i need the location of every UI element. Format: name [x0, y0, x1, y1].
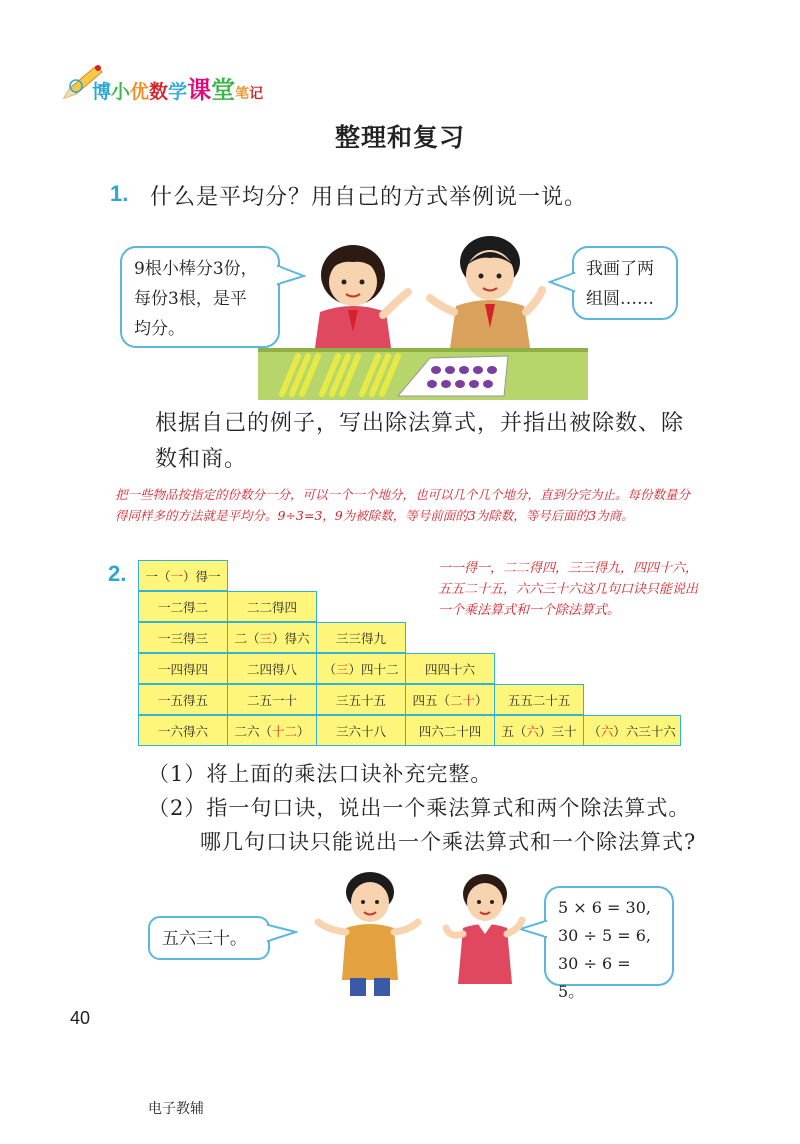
bubble-line: 我画了两: [586, 259, 654, 279]
table-cell: [138, 560, 228, 591]
equation-line: 30 ÷ 5 = 6,: [558, 926, 651, 945]
answer-fill: 十二: [271, 723, 297, 739]
table-cell: [138, 653, 228, 684]
equation-line: 5 × 6 = 30,: [558, 898, 651, 917]
table-cell: [227, 684, 317, 715]
logo-char: 课: [187, 76, 212, 104]
cell-text: （: [588, 723, 601, 739]
sub-question-2b: 哪几句口诀只能说出一个乘法算式和一个除法算式?: [200, 830, 697, 854]
brand-logo: [62, 62, 312, 106]
question-1-number: 1.: [110, 181, 129, 206]
sub-question-1: （1）将上面的乘法口诀补充完整。: [148, 762, 493, 786]
table-cell: [316, 622, 406, 653]
table-cell: [316, 653, 406, 684]
cell-text: 二二得四: [246, 599, 297, 615]
page-number: 40: [70, 1008, 91, 1028]
table-cell: [316, 715, 406, 746]
cell-text: 五（: [501, 723, 527, 739]
question-1-instruction: [155, 406, 705, 478]
logo-char: 优: [130, 81, 150, 103]
table-cell: [405, 653, 495, 684]
cell-text: ）六三十六: [613, 723, 676, 739]
cell-text: 一二得二: [157, 599, 208, 615]
table-cell: [227, 622, 317, 653]
bubble-line: 组圆……: [586, 289, 654, 309]
girl-illustration: [446, 874, 522, 984]
answer-fill: 三: [335, 661, 349, 677]
answer-fill: 六: [526, 723, 539, 739]
logo-char: 记: [249, 86, 264, 102]
logo-text: [92, 70, 263, 105]
logo-char: 笔: [235, 86, 250, 102]
cell-text: 一五得五: [157, 692, 208, 708]
table-cell: [494, 715, 584, 746]
footer-label: 电子教辅: [148, 1101, 204, 1117]
cell-text: 四五（: [412, 692, 450, 708]
cell-text: 五五二十五: [507, 692, 571, 708]
bubble-line: 五六三十。: [162, 929, 247, 949]
handwritten-answer-2: 一一得一，二二得四，三三得九，四四十六，五五二十五，六六三十六这几句口诀只能说出一个乘法算式和一个除法算式。: [438, 561, 699, 618]
boy-illustration: [430, 236, 542, 348]
illustration-kids-talking: [300, 868, 540, 998]
cell-text: ）三十: [539, 723, 577, 739]
question-1-text: 什么是平均分？用自己的方式举例说一说。: [150, 185, 588, 210]
cell-text: ）: [297, 723, 310, 739]
sub-question-2: （2）指一句口诀，说出一个乘法算式和两个除法算式。: [148, 796, 691, 820]
table-cell: [138, 591, 228, 622]
bubble-line: 每份3根，是平: [134, 289, 247, 309]
cell-text: 一三得三: [157, 630, 208, 646]
cell-text: 二六（: [234, 723, 272, 739]
table-cell: [138, 622, 228, 653]
answer-fill: 六: [600, 723, 614, 739]
table-cell: [494, 684, 584, 715]
cell-text: 四六二十四: [418, 723, 482, 739]
instruction-line: 根据自己的例子，写出除法算式，并指出被除数、除: [155, 411, 685, 436]
girl-illustration: [314, 245, 408, 355]
speech-bubble-girl: [120, 246, 280, 348]
cell-text: 二四得八: [246, 661, 297, 677]
cell-text: ）得六: [272, 630, 310, 646]
handwritten-answer-1: 把一些物品按指定的份数分一分，可以一个一个地分，也可以几个几个地分，直到分完为止。每份数量分得同样多的方法就是平均分。9÷3=3，9为被除数，等号前面的3为除数，等号后面的3为商。: [115, 487, 691, 523]
table-cell: [138, 684, 228, 715]
bubble-tail-icon: [266, 922, 298, 944]
table-cell: [227, 591, 317, 622]
cell-text: 三三得九: [335, 630, 386, 646]
cell-text: 三六十八: [335, 723, 386, 739]
speech-bubble-girl-2: [544, 886, 674, 1001]
cell-text: 二五一十: [246, 692, 297, 708]
cell-text: 四四十六: [424, 661, 475, 677]
table-cell: [138, 715, 228, 746]
table-cell: [316, 684, 406, 715]
cell-text: 一六得六: [157, 723, 208, 739]
boy-illustration: [318, 872, 418, 996]
bubble-line: 9根小棒分3份，: [134, 259, 258, 279]
table-cell: [227, 653, 317, 684]
answer-fill: 二十: [449, 692, 475, 708]
cell-text: 一四得四: [157, 661, 208, 677]
table-cell: [405, 715, 495, 746]
logo-char: 博: [92, 81, 112, 103]
bubble-line: 均分。: [134, 319, 185, 339]
page-title: 整理和复习: [334, 123, 465, 152]
cell-text: （: [323, 661, 336, 677]
question-2-number: 2.: [108, 561, 127, 586]
cell-text: 三五十五: [335, 692, 386, 708]
cell-text: ）四十二: [348, 661, 399, 677]
cell-text: ）得一: [183, 568, 221, 584]
logo-char: 学: [168, 81, 188, 103]
table-cell: [227, 715, 317, 746]
instruction-line: 数和商。: [155, 447, 248, 472]
cell-text: 一（: [145, 568, 171, 584]
answer-fill: 三: [259, 630, 272, 646]
logo-char: 小: [111, 81, 131, 103]
table-cell: [583, 715, 681, 746]
cell-text: 二（: [234, 630, 260, 646]
table-cell: [405, 684, 495, 715]
speech-bubble-boy-2: [148, 916, 270, 960]
illustration-kids-sticks: [258, 220, 588, 400]
logo-char: 数: [149, 81, 169, 103]
logo-char: 堂: [211, 76, 236, 104]
cell-text: ）: [475, 692, 488, 708]
answer-fill: 一: [170, 568, 183, 584]
equation-line: 30 ÷ 6 = 5。: [558, 954, 631, 1001]
